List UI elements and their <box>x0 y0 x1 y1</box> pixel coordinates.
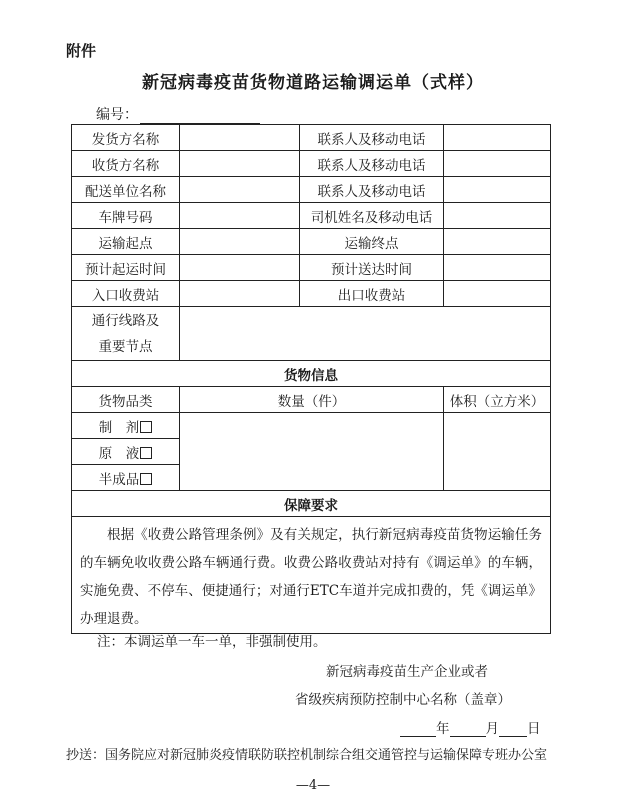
checkbox-icon[interactable] <box>140 447 152 459</box>
month-blank <box>450 722 486 737</box>
route-label-line-2: 重要节点 <box>98 338 153 355</box>
year-label: 年 <box>436 721 450 737</box>
goods-columns-row <box>72 387 551 413</box>
field-label: 联系人及移动电话 <box>300 151 444 177</box>
field-value <box>444 203 551 229</box>
field-value <box>444 151 551 177</box>
route-value <box>180 307 551 361</box>
footnote: 注：本调运单一车一单，非强制使用。 <box>97 634 327 650</box>
field-label: 发货方名称 <box>72 125 180 151</box>
route-label-line-1: 通行线路及 <box>91 312 160 329</box>
field-label: 入口收费站 <box>72 281 180 307</box>
goods-item-row <box>72 413 551 439</box>
field-value <box>180 255 300 281</box>
field-value <box>180 229 300 255</box>
guarantee-header-row <box>72 491 551 517</box>
form-row <box>72 229 551 255</box>
field-value <box>444 177 551 203</box>
form-row <box>72 203 551 229</box>
day-label: 日 <box>527 721 541 737</box>
goods-item-label <box>72 413 180 439</box>
field-value <box>180 151 300 177</box>
year-blank <box>400 722 436 737</box>
field-value <box>444 125 551 151</box>
serial-blank-line <box>140 109 260 124</box>
form-row <box>72 255 551 281</box>
day-blank <box>499 722 527 737</box>
month-label: 月 <box>485 721 499 737</box>
field-label: 配送单位名称 <box>72 177 180 203</box>
guarantee-text-row <box>72 517 551 634</box>
goods-quantity-value <box>180 413 444 491</box>
field-label: 出口收费站 <box>300 281 444 307</box>
field-label: 司机姓名及移动电话 <box>300 203 444 229</box>
field-label: 运输终点 <box>300 229 444 255</box>
document-title: 新冠病毒疫苗货物道路运输调运单（式样） <box>142 73 484 93</box>
signature-line-1: 新冠病毒疫苗生产企业或者 <box>326 664 488 680</box>
guarantee-text: 根据《收费公路管理条例》及有关规定，执行新冠病毒疫苗货物运输任务的车辆免收收费公路车辆通行费。收费公路收费站对持有《调运单》的车辆，实施免费、不停车、便捷通行；对通行ETC车道并完成扣费的，凭《调运单》办理退费。 <box>72 517 551 634</box>
field-value <box>180 203 300 229</box>
field-value <box>444 229 551 255</box>
field-label: 预计起运时间 <box>72 255 180 281</box>
attachment-label: 附件 <box>66 42 97 60</box>
field-label: 收货方名称 <box>72 151 180 177</box>
route-row <box>72 307 551 361</box>
field-value <box>180 281 300 307</box>
goods-col-volume: 体积（立方米） <box>444 387 551 413</box>
serial-number-field <box>96 104 260 124</box>
field-label: 运输起点 <box>72 229 180 255</box>
field-label: 联系人及移动电话 <box>300 177 444 203</box>
goods-item-label <box>72 439 180 465</box>
goods-col-category: 货物品类 <box>72 387 180 413</box>
field-value <box>444 281 551 307</box>
goods-header-row <box>72 361 551 387</box>
form-row <box>72 125 551 151</box>
goods-info-header: 货物信息 <box>72 361 551 387</box>
field-value <box>180 177 300 203</box>
checkbox-icon[interactable] <box>140 473 152 485</box>
date-line <box>400 717 541 737</box>
form-row <box>72 151 551 177</box>
checkbox-icon[interactable] <box>140 421 152 433</box>
goods-col-quantity: 数量（件） <box>180 387 444 413</box>
goods-volume-value <box>444 413 551 491</box>
signature-line-2: 省级疾病预防控制中心名称（盖章） <box>295 692 511 708</box>
goods-item-text: 制 剂 <box>98 419 140 436</box>
route-label <box>72 307 180 361</box>
field-label: 预计送达时间 <box>300 255 444 281</box>
page-number: —4— <box>295 778 331 793</box>
form-row <box>72 177 551 203</box>
field-value <box>444 255 551 281</box>
serial-label: 编号： <box>96 107 138 123</box>
field-label: 车牌号码 <box>72 203 180 229</box>
cc-line: 抄送：国务院应对新冠肺炎疫情联防联控机制综合组交通管控与运输保障专班办公室 <box>66 748 548 763</box>
goods-item-label <box>72 465 180 491</box>
goods-item-text: 原 液 <box>98 445 140 462</box>
field-value <box>180 125 300 151</box>
goods-item-text: 半成品 <box>98 471 140 488</box>
transport-form-table <box>71 124 551 634</box>
form-row <box>72 281 551 307</box>
field-label: 联系人及移动电话 <box>300 125 444 151</box>
guarantee-header: 保障要求 <box>72 491 551 517</box>
